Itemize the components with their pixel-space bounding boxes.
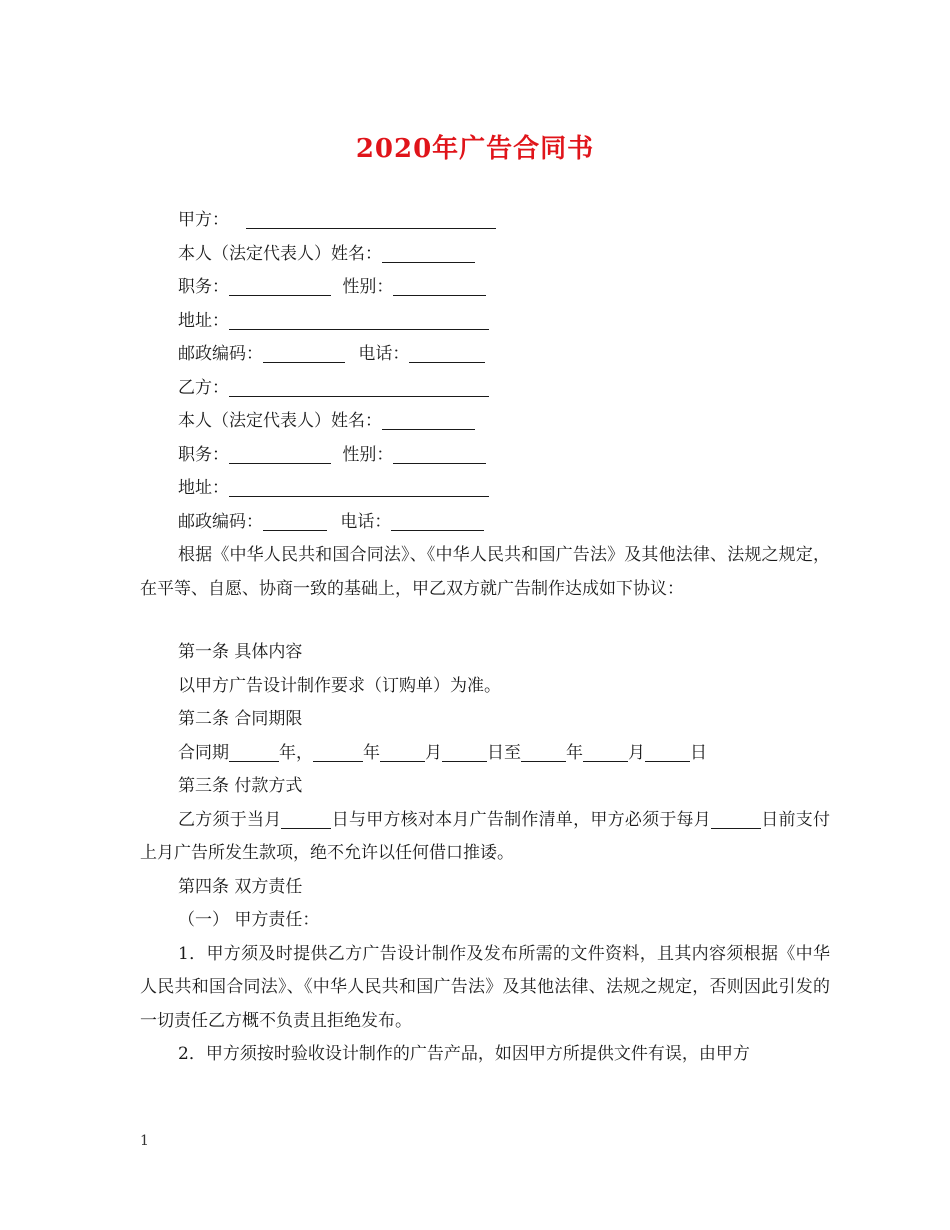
article-4-heading: 第四条 双方责任	[178, 876, 303, 897]
document-title: 2020年广告合同书	[355, 134, 595, 164]
party-a-blank	[246, 210, 496, 229]
party-b-postcode-line	[140, 506, 830, 540]
term-blank-7	[645, 743, 690, 762]
party-b-rep-label: 本人（法定代表人）姓名：	[178, 411, 382, 431]
party-a-position-label: 职务：	[178, 277, 229, 297]
article-1-heading: 第一条 具体内容	[178, 642, 303, 662]
term-blank-1	[229, 743, 279, 762]
party-a-line	[140, 204, 830, 238]
party-b-blank	[229, 378, 489, 397]
article-3-body	[140, 804, 830, 871]
payment-text-3: 日前支付上月广告所发生款项，绝不允许以任何借口推诿。	[140, 809, 831, 863]
party-b-gender-blank	[393, 445, 486, 464]
party-b-position-blank	[229, 445, 331, 464]
term-day-2: 日	[690, 742, 707, 763]
party-a-rep-label: 本人（法定代表人）姓名：	[178, 243, 382, 264]
term-blank-2	[313, 743, 363, 762]
preamble-paragraph: 根据《中华人民共和国合同法》、《中华人民共和国广告法》及其他法律、法规之规定，在平等、自愿、协商一致的基础上，甲乙双方就广告制作达成如下协议：	[140, 545, 830, 599]
party-b-postcode-label: 邮政编码：	[178, 511, 263, 532]
party-a-postcode-label: 邮政编码：	[178, 344, 263, 364]
payment-text-2: 日与甲方核对本月广告制作清单，甲方必须于每月	[331, 809, 712, 830]
party-b-gender-label: 性别：	[342, 444, 394, 465]
payment-blank-1	[281, 810, 331, 829]
party-a-address-blank	[229, 311, 489, 330]
party-b-address-line	[140, 472, 830, 506]
party-a-postcode-line	[140, 338, 830, 372]
party-b-phone-blank	[391, 512, 484, 531]
party-b-address-label: 地址：	[178, 478, 229, 498]
party-a-postcode-blank	[263, 344, 345, 363]
party-a-position-blank	[229, 277, 331, 296]
party-a-label: 甲方：	[178, 210, 229, 230]
party-b-line	[140, 372, 830, 406]
party-b-label: 乙方：	[178, 377, 229, 398]
term-blank-5	[521, 743, 566, 762]
article-1-body: 以甲方广告设计制作要求（订购单）为准。	[178, 675, 501, 696]
term-prefix: 合同期	[178, 742, 229, 763]
payment-blank-2	[711, 810, 761, 829]
term-blank-6	[583, 743, 628, 762]
term-blank-3	[380, 743, 425, 762]
article-3-heading: 第三条 付款方式	[178, 776, 303, 796]
article-2-term-line	[140, 737, 830, 771]
party-b-rep-line	[140, 405, 830, 439]
party-b-phone-label: 电话：	[340, 511, 392, 532]
party-a-address-line	[140, 305, 830, 339]
party-a-phone-blank	[409, 344, 485, 363]
document-body	[140, 204, 830, 1072]
party-b-rep-blank	[382, 411, 475, 430]
party-a-address-label: 地址：	[178, 310, 229, 331]
term-blank-4	[442, 743, 487, 762]
term-year-2: 年	[363, 742, 380, 763]
party-b-address-blank	[229, 478, 489, 497]
article-2-heading: 第二条 合同期限	[178, 709, 303, 729]
term-month-2: 月	[628, 742, 645, 763]
term-day-1: 日至	[487, 742, 521, 763]
article-4-sub-1: （一） 甲方责任：	[178, 910, 320, 930]
article-4-item-1: 1．甲方须及时提供乙方广告设计制作及发布所需的文件资料，且其内容须根据《中华人民共和国合同法》、《中华人民共和国广告法》及其他法律、法规之规定，否则因此引发的一切责任乙方概不负责且拒绝发布。	[140, 943, 830, 1031]
party-a-gender-blank	[393, 277, 486, 296]
page-number: 1	[140, 1133, 149, 1149]
party-b-position-label: 职务：	[178, 444, 229, 465]
payment-text-1: 乙方须于当月	[178, 809, 282, 830]
term-month-1: 月	[425, 742, 442, 763]
party-b-position-line	[140, 439, 830, 473]
party-a-rep-line	[140, 238, 830, 272]
party-b-postcode-blank	[263, 512, 327, 531]
party-a-position-line	[140, 271, 830, 305]
article-4-item-2: 2．甲方须按时验收设计制作的广告产品，如因甲方所提供文件有误，由甲方	[178, 1044, 750, 1064]
party-a-rep-blank	[382, 244, 475, 263]
term-year-1: 年，	[279, 742, 313, 763]
spacer	[140, 606, 830, 636]
party-a-gender-label: 性别：	[342, 277, 394, 297]
party-a-phone-label: 电话：	[358, 344, 410, 364]
term-year-3: 年	[566, 742, 583, 763]
